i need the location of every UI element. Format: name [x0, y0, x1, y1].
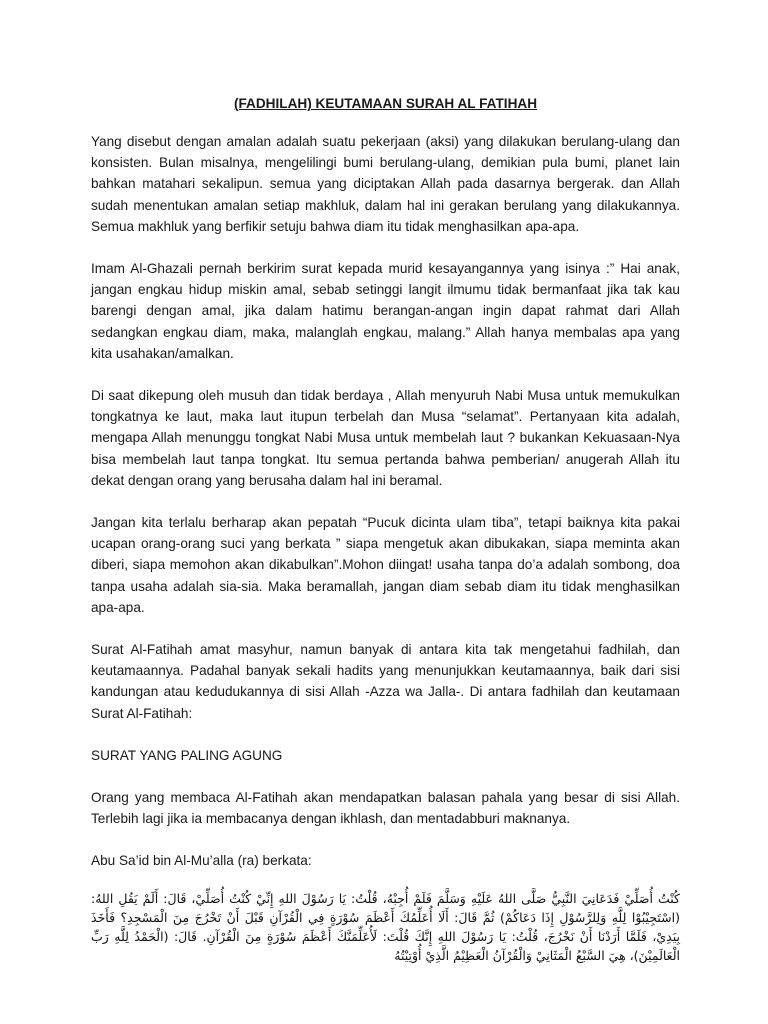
document-title: (FADHILAH) KEUTAMAAN SURAH AL FATIHAH [233, 96, 538, 111]
paragraph-nabi-musa: Di saat dikepung oleh musuh dan tidak berdaya , Allah menyuruh Nabi Musa untuk memukulkan tongkatnya ke laut, maka laut itupun terbelah dan Musa “selamat”. Pertanyaan kita adalah, mengapa Allah menunggu tongkat Nabi Musa untuk membelah laut ? bukankan Kekuasaan-Nya bisa membelah laut tanpa tongkat. Itu semua pertanda bahwa pemberian/ anugerah Allah itu dekat dengan orang yang berusaha dalam hal ini beramal. [91, 388, 680, 488]
paragraph-balasan-pahala: Orang yang membaca Al-Fatihah akan mendapatkan balasan pahala yang besar di sisi Allah. Terlebih lagi jika ia membacanya dengan ikhlash, dan mentadabburi maknanya. [91, 790, 680, 827]
arabic-hadith-text: كُنْتُ أُصَلِّيْ فَدَعَانِيَ النَّبِيُّ صَلَّى اللهُ عَلَيْهِ وَسَلَّمَ فَلَمْ أُجِبْهُ، قُلْتُ: يَا رَسُوْلَ اللهِ إِنِّيْ كُنْتُ أُصَلِّيْ، قَالَ: أَلَمْ يَقُلِ اللهُ: (اسْتَجِيْبُوْا لِلَّهِ وَلِلرَّسُوْلِ إِذَا دَعَاكُمْ) ثُمَّ قَالَ: أَلَا أُعَلِّمُكَ أَعْظَمَ سُوْرَةٍ فِي الْقُرْآنِ قَبْلَ أَنْ تَخْرُجَ مِنَ الْمَسْجِدِ؟ فَأَخَذَ بِيَدِيْ، فَلَمَّا أَرَدْنَا أَنْ نَخْرُجَ، قُلْتُ: يَا رَسُوْلَ اللهِ إِنَّكَ قُلْتَ: لَأُعَلِّمَنَّكَ أَعْظَمَ سُوْرَةٍ مِنَ الْقُرْآنِ. قَالَ: (الْحَمْدُ لِلَّهِ رَبِّ الْعَالَمِيْنَ)، هِيَ السَّبْعُ الْمَثَانِيْ وَالْقُرْآنُ الْعَظِيْمُ الَّذِيْ أُوْتِيْتُهُ [91, 890, 680, 963]
paragraph-pepatah: Jangan kita terlalu berharap akan pepatah “Pucuk dicinta ulam tiba”, tetapi baiknya kita pakai ucapan orang-orang suci yang berkata ” siapa mengetuk akan dibukakan, siapa meminta akan diberi, siapa memohon akan dikabulkan”.Mohon diingat! usaha tanpa do’a adalah sombong, doa tanpa usaha adalah sia-sia. Maka beramallah, jangan diam sebab diam itu tidak menghasilkan apa-apa. [91, 515, 680, 615]
paragraph-fadhilah-intro: Surat Al-Fatihah amat masyhur, namun banyak di antara kita tak mengetahui fadhilah, dan keutamaannya. Padahal banyak sekali hadits yang menunjukkan keutamaannya, baik dari sisi kandungan atau kedudukannya di sisi Allah -Azza wa Jalla-. Di antara fadhilah dan keutamaan Surat Al-Fatihah: [91, 642, 680, 721]
paragraph-amalan: Yang disebut dengan amalan adalah suatu pekerjaan (aksi) yang dilakukan berulang-ulang dan konsisten. Bulan misalnya, mengelilingi bumi berulang-ulang, demikian pula bumi, planet lain bahkan matahari sekalipun. semua yang diciptakan Allah pada dasarnya bergerak. dan Allah sudah menentukan amalan setiap makhluk, dalam hal ini gerakan berulang yang dilakukannya. Semua makhluk yang berfikir setuju bahwa diam itu tidak menghasilkan apa-apa. [91, 134, 680, 234]
section-heading: SURAT YANG PALING AGUNG [91, 747, 283, 763]
paragraph-al-ghazali: Imam Al-Ghazali pernah berkirim surat kepada murid kesayangannya yang isinya :” Hai anak, jangan engkau hidup miskin amal, sebab setinggi langit ilmumu tidak bermanfaat jika tak kau barengi dengan amal, jika dalam hatimu berangan-angan ingin dapat rahmat dari Allah sedangkan engkau diam, maka, malanglah engkau, malang.” Allah hanya membalas apa yang kita usahakan/amalkan. [91, 261, 680, 361]
narrator-line: Abu Sa’id bin Al-Mu’alla (ra) berkata: [91, 853, 312, 869]
